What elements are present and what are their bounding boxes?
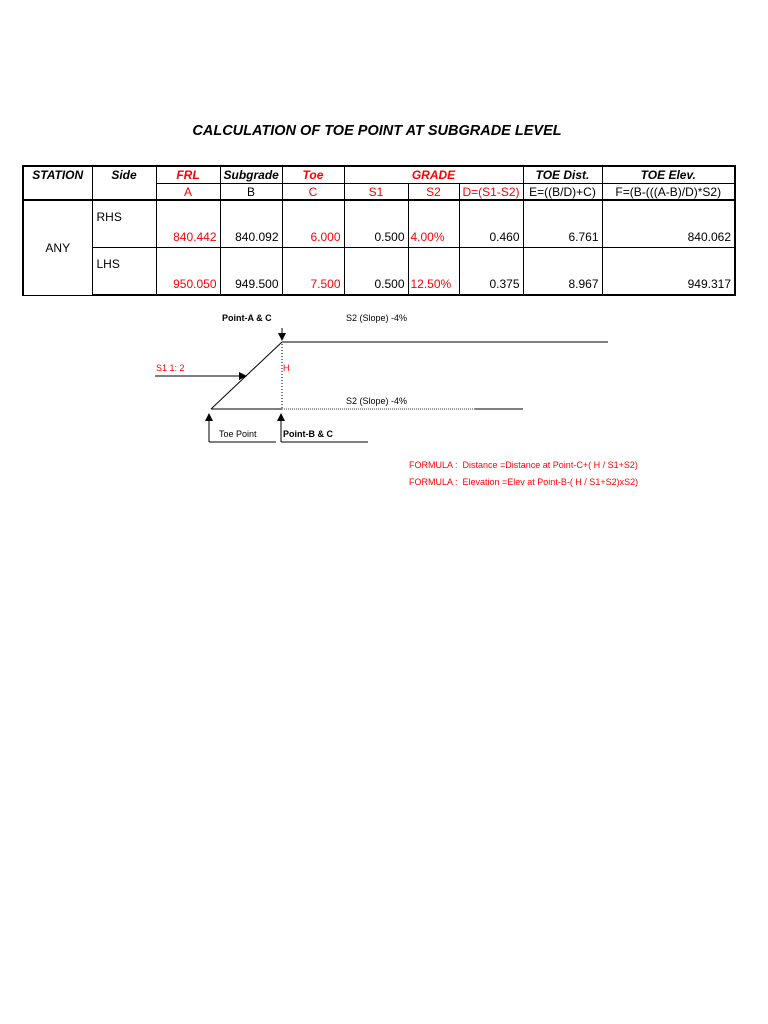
header-toe: Toe <box>282 166 344 184</box>
formula-elevation: FORMULA : Elevation =Elev at Point-B-( H / S1+S2)xS2) <box>409 477 639 487</box>
e-cell: 6.761 <box>523 200 602 248</box>
s2-bottom-label: S2 (Slope) -4% <box>346 396 408 406</box>
f-cell: 949.317 <box>602 248 735 296</box>
header-toe-dist: TOE Dist. <box>523 166 602 184</box>
header-s1: S1 <box>344 184 408 201</box>
h-label: H <box>283 363 290 373</box>
station-cell: ANY <box>23 200 92 295</box>
s2-cell: 12.50% <box>408 248 459 296</box>
d-cell: 0.375 <box>459 248 523 296</box>
toe-cell: 7.500 <box>282 248 344 296</box>
header-d: D=(S1-S2) <box>459 184 523 201</box>
header-e: E=((B/D)+C) <box>523 184 602 201</box>
table-row <box>23 200 735 248</box>
toe-cell: 6.000 <box>282 200 344 248</box>
frl-cell: 840.442 <box>156 200 220 248</box>
header-c: C <box>282 184 344 201</box>
subgrade-cell: 840.092 <box>220 200 282 248</box>
s1-cell: 0.500 <box>344 200 408 248</box>
header-row-1 <box>23 166 735 184</box>
formula-distance: FORMULA : Distance =Distance at Point-C+( H / S1+S2) <box>409 460 638 470</box>
header-station-blank <box>23 184 92 201</box>
toe-point-diagram <box>0 300 768 460</box>
s2-cell: 4.00% <box>408 200 459 248</box>
header-row-2 <box>23 184 735 201</box>
e-cell: 8.967 <box>523 248 602 296</box>
f-cell: 840.062 <box>602 200 735 248</box>
point-bc-label: Point-B & C <box>283 429 333 439</box>
header-side: Side <box>92 166 156 184</box>
header-station: STATION <box>23 166 92 184</box>
point-ac-label: Point-A & C <box>222 313 272 323</box>
subgrade-cell: 949.500 <box>220 248 282 296</box>
header-subgrade: Subgrade <box>220 166 282 184</box>
s1-cell: 0.500 <box>344 248 408 296</box>
table-row <box>23 248 735 296</box>
side-cell: RHS <box>92 200 156 248</box>
header-s2: S2 <box>408 184 459 201</box>
header-f: F=(B-(((A-B)/D)*S2) <box>602 184 735 201</box>
header-grade: GRADE <box>344 166 523 184</box>
toe-point-label: Toe Point <box>219 429 257 439</box>
s1-label: S1 1: 2 <box>156 363 185 373</box>
header-a: A <box>156 184 220 201</box>
s2-top-label: S2 (Slope) -4% <box>346 313 408 323</box>
header-b: B <box>220 184 282 201</box>
toe-calculation-table <box>22 165 736 296</box>
side-cell: LHS <box>92 248 156 296</box>
page-title: CALCULATION OF TOE POINT AT SUBGRADE LEVEL <box>192 123 562 139</box>
frl-cell: 950.050 <box>156 248 220 296</box>
d-cell: 0.460 <box>459 200 523 248</box>
header-frl: FRL <box>156 166 220 184</box>
header-toe-elev: TOE Elev. <box>602 166 735 184</box>
header-side-blank <box>92 184 156 201</box>
